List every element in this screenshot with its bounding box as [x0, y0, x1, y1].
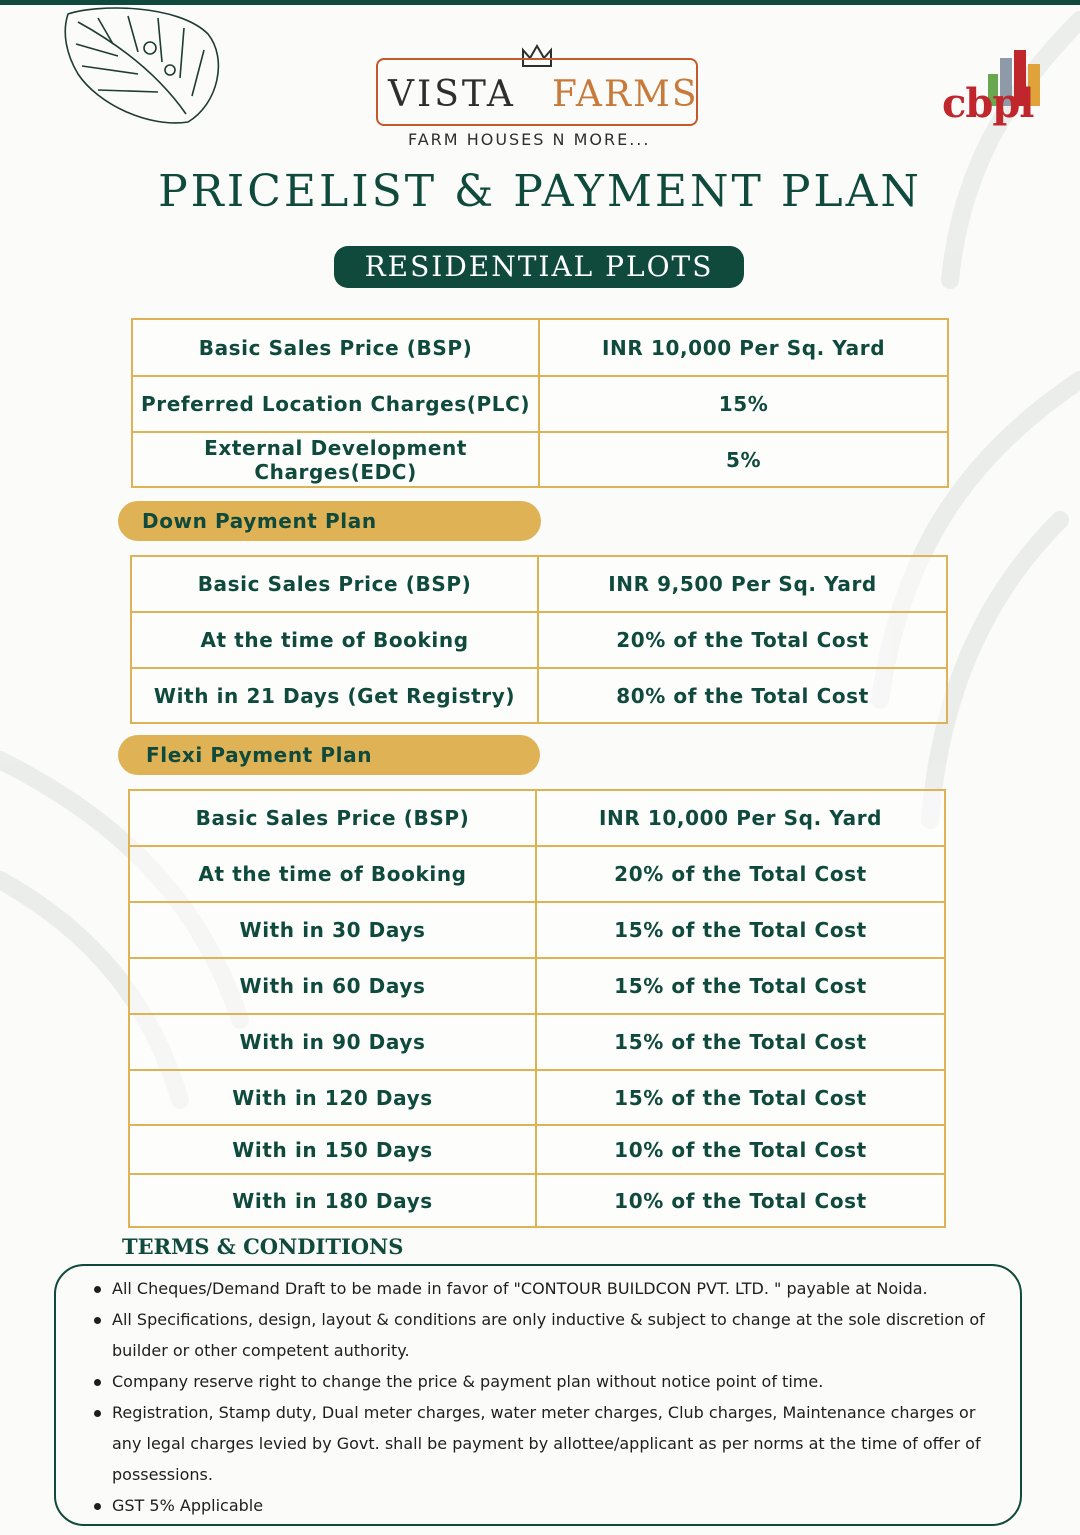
table-row	[129, 846, 945, 902]
logo-word-farms: FARMS	[552, 74, 699, 115]
row-value: 15% of the Total Cost	[536, 1070, 945, 1125]
row-label: Preferred Location Charges(PLC)	[132, 376, 539, 432]
row-value: INR 10,000 Per Sq. Yard	[539, 319, 948, 376]
table-row	[132, 319, 948, 376]
row-label: With in 30 Days	[129, 902, 536, 958]
row-label: Basic Sales Price (BSP)	[131, 556, 538, 612]
row-value: 20% of the Total Cost	[536, 846, 945, 902]
terms-list	[94, 1273, 994, 1521]
table-row	[131, 668, 947, 723]
row-value: 15% of the Total Cost	[536, 1014, 945, 1070]
table-row	[129, 902, 945, 958]
table-row	[129, 1125, 945, 1174]
table-row	[129, 790, 945, 846]
row-value: INR 10,000 Per Sq. Yard	[536, 790, 945, 846]
row-value: 5%	[539, 432, 948, 487]
row-value: 15% of the Total Cost	[536, 958, 945, 1014]
list-item: All Specifications, design, layout & conditions are only inductive & subject to change at the sole discretion of builder or other competent authority.	[94, 1304, 994, 1366]
row-label: Basic Sales Price (BSP)	[132, 319, 539, 376]
flexi-payment-plan-header: Flexi Payment Plan	[118, 735, 540, 775]
logo-word-vista: VISTA	[388, 74, 516, 115]
row-label: With in 180 Days	[129, 1174, 536, 1227]
monstera-leaf-icon	[58, 4, 230, 128]
logo-tagline: FARM HOUSES N MORE...	[408, 130, 651, 149]
vista-farms-logo	[374, 44, 704, 154]
down-payment-plan-header: Down Payment Plan	[118, 501, 541, 541]
list-item: Registration, Stamp duty, Dual meter charges, water meter charges, Club charges, Maintenance charges or any legal charges levied by Govt. shall be payment by allottee/applicant as per norms at the time of offer of possessions.	[94, 1397, 994, 1490]
row-label: With in 60 Days	[129, 958, 536, 1014]
terms-heading: TERMS & CONDITIONS	[122, 1234, 404, 1259]
row-value: 15%	[539, 376, 948, 432]
list-item: Company reserve right to change the price & payment plan without notice point of time.	[94, 1366, 994, 1397]
row-value: INR 9,500 Per Sq. Yard	[538, 556, 947, 612]
table-row	[129, 1174, 945, 1227]
cbpl-wordmark: cbpl	[942, 80, 1034, 127]
row-label: External Development Charges(EDC)	[132, 432, 539, 487]
row-label: With in 120 Days	[129, 1070, 536, 1125]
table-row	[131, 556, 947, 612]
row-value: 10% of the Total Cost	[536, 1125, 945, 1174]
list-item: GST 5% Applicable	[94, 1490, 994, 1521]
list-item: All Cheques/Demand Draft to be made in favor of "CONTOUR BUILDCON PVT. LTD. " payable at Noida.	[94, 1273, 994, 1304]
table-row	[129, 958, 945, 1014]
table-row	[129, 1014, 945, 1070]
table-row	[132, 432, 948, 487]
row-label: With in 150 Days	[129, 1125, 536, 1174]
table-row	[129, 1070, 945, 1125]
row-value: 10% of the Total Cost	[536, 1174, 945, 1227]
row-label: With in 21 Days (Get Registry)	[131, 668, 538, 723]
row-label: Basic Sales Price (BSP)	[129, 790, 536, 846]
flexi-payment-plan-table	[128, 789, 946, 1228]
row-label: At the time of Booking	[131, 612, 538, 668]
row-value: 15% of the Total Cost	[536, 902, 945, 958]
table-row	[131, 612, 947, 668]
row-value: 80% of the Total Cost	[538, 668, 947, 723]
base-pricing-table	[131, 318, 949, 488]
row-value: 20% of the Total Cost	[538, 612, 947, 668]
section-label: RESIDENTIAL PLOTS	[334, 246, 744, 288]
table-row	[132, 376, 948, 432]
row-label: At the time of Booking	[129, 846, 536, 902]
row-label: With in 90 Days	[129, 1014, 536, 1070]
page-title: PRICELIST & PAYMENT PLAN	[158, 166, 922, 217]
down-payment-plan-table	[130, 555, 948, 724]
cbpl-logo	[938, 48, 1054, 138]
